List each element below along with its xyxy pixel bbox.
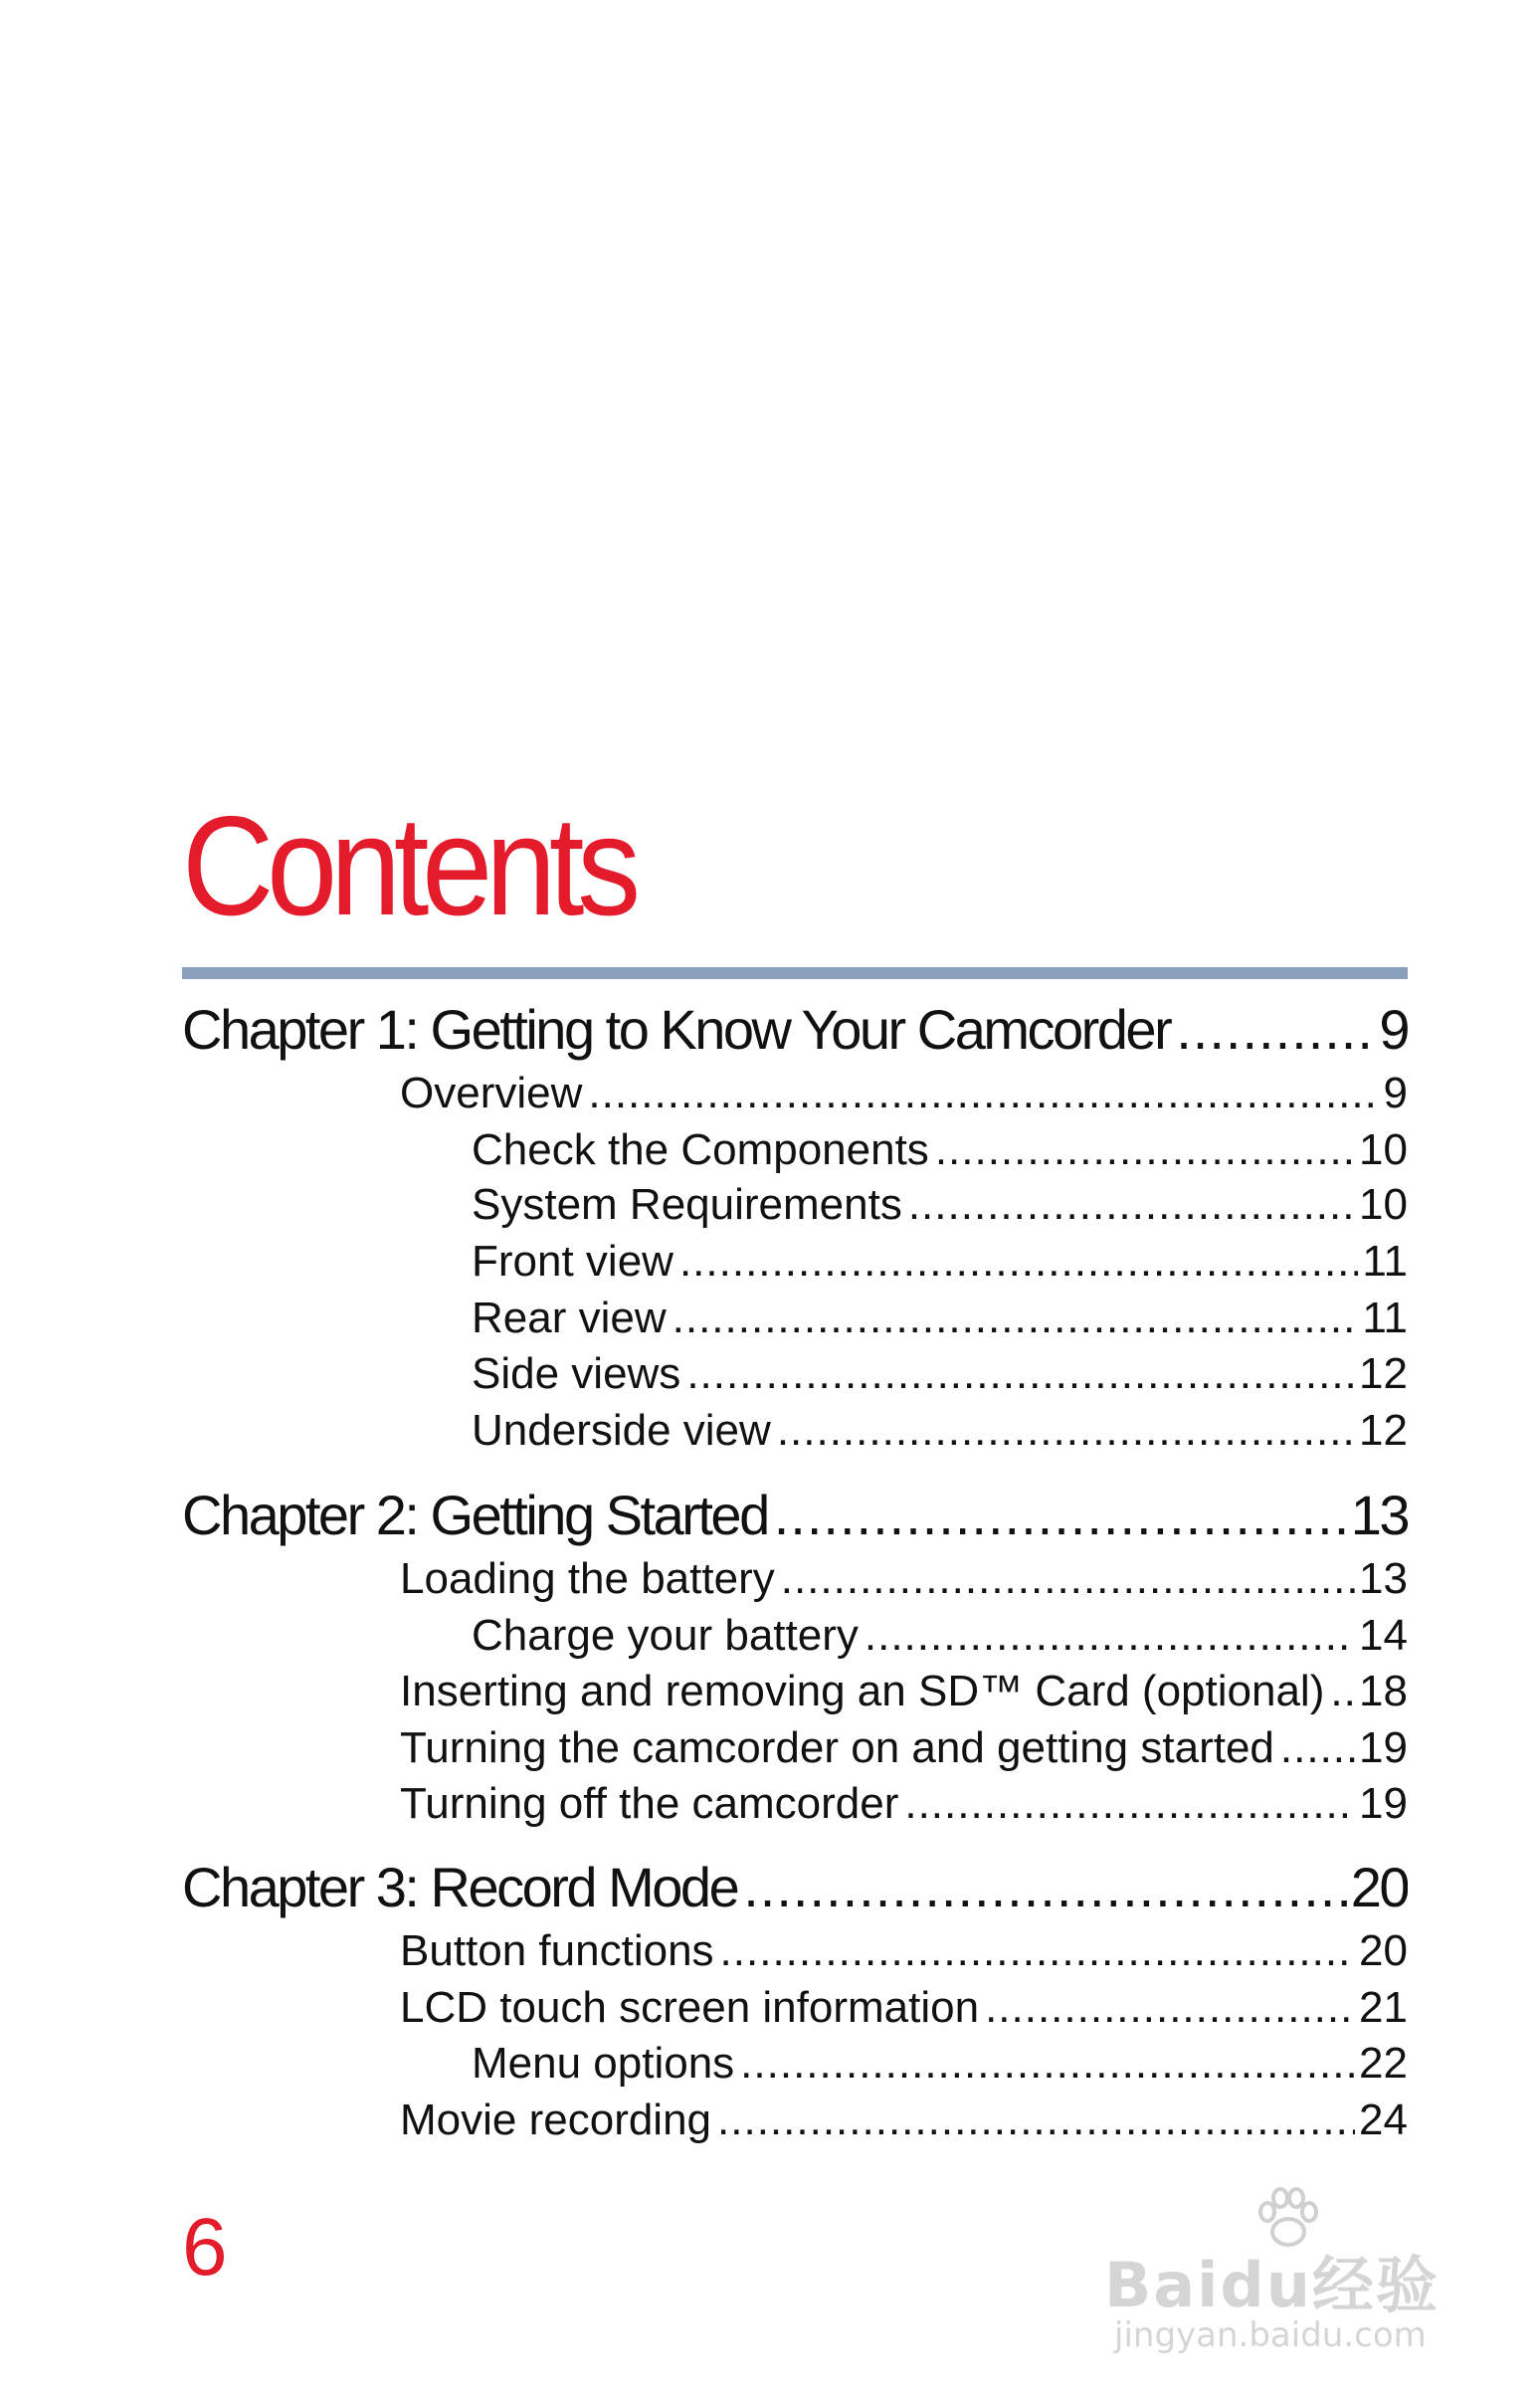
dot-leader: [1330, 1667, 1355, 1716]
toc-entry[interactable]: [472, 1349, 1408, 1399]
dot-leader: [1176, 997, 1375, 1062]
dot-leader: [743, 1855, 1346, 1919]
toc-entry-label: Overview: [400, 1069, 583, 1117]
toc-entry[interactable]: [472, 2039, 1408, 2089]
toc-entry[interactable]: [472, 1406, 1408, 1456]
toc-entry[interactable]: [400, 1779, 1408, 1829]
toc-entry-page: 20: [1350, 1856, 1408, 1918]
toc-entry-page: 13: [1350, 1484, 1408, 1546]
watermark-url: jingyan.baidu.com: [1114, 2315, 1427, 2355]
toc-entry-page: 11: [1362, 1294, 1408, 1342]
toc-entry-label: Charge your battery: [472, 1611, 859, 1660]
toc-entry-page: 21: [1359, 1983, 1408, 2032]
title-divider: [182, 967, 1408, 979]
watermark-brand: Baidu经验: [1104, 2249, 1440, 2321]
dot-leader: [777, 1406, 1355, 1456]
toc-entry-label: Chapter 3: Record Mode: [182, 1856, 738, 1918]
toc-entry-page: 19: [1359, 1779, 1408, 1828]
dot-leader: [720, 1926, 1356, 1976]
dot-leader: [679, 1237, 1358, 1287]
toc-entry-page: 12: [1359, 1406, 1408, 1455]
toc-entry[interactable]: [472, 1611, 1408, 1661]
toc-entry-label: Inserting and removing an SD™ Card (optional): [400, 1667, 1325, 1715]
dot-leader: [588, 1069, 1379, 1118]
toc-entry-page: 20: [1359, 1926, 1408, 1975]
toc-entry-page: 24: [1359, 2096, 1408, 2144]
toc-entry-label: Menu options: [472, 2039, 735, 2088]
toc-entry-page: 10: [1359, 1180, 1408, 1229]
toc-entry-label: Button functions: [400, 1926, 714, 1975]
toc-entry-page: 19: [1359, 1723, 1408, 1772]
dot-leader: [908, 1180, 1355, 1230]
dot-leader: [717, 2096, 1355, 2145]
toc-entry-page: 9: [1383, 1069, 1408, 1117]
toc-entry[interactable]: [400, 1069, 1408, 1118]
toc-entry-page: 22: [1359, 2039, 1408, 2088]
toc-entry[interactable]: [400, 2096, 1408, 2145]
toc-entry-page: 11: [1362, 1237, 1408, 1286]
toc-entry[interactable]: [400, 1983, 1408, 2033]
dot-leader: [740, 2039, 1355, 2089]
toc-entry-label: Side views: [472, 1349, 681, 1398]
dot-leader: [985, 1983, 1355, 2033]
dot-leader: [865, 1611, 1355, 1661]
toc-entry-label: Underside view: [472, 1406, 771, 1455]
toc-entry[interactable]: [472, 1180, 1408, 1230]
toc-entry-page: 14: [1359, 1611, 1408, 1660]
toc-entry-label: Loading the battery: [400, 1554, 775, 1603]
toc-entry-page: 18: [1359, 1667, 1408, 1715]
toc-entry-label: Turning the camcorder on and getting started: [400, 1723, 1274, 1772]
dot-leader: [935, 1125, 1355, 1175]
toc-entry[interactable]: [400, 1554, 1408, 1604]
dot-leader: [1280, 1723, 1355, 1773]
dot-leader: [686, 1349, 1355, 1399]
toc-entry-page: 12: [1359, 1349, 1408, 1398]
toc-entry[interactable]: [472, 1125, 1408, 1175]
toc-entry[interactable]: [400, 1926, 1408, 1976]
baidu-watermark: [1104, 2184, 1462, 2363]
toc-entry[interactable]: [472, 1237, 1408, 1287]
toc-entry[interactable]: [400, 1667, 1408, 1716]
toc-entry-page: 9: [1379, 998, 1408, 1061]
dot-leader: [774, 1483, 1347, 1547]
toc-entry-label: Check the Components: [472, 1125, 929, 1174]
dot-leader: [904, 1779, 1355, 1829]
page-number: 6: [182, 2202, 228, 2293]
toc-entry-label: LCD touch screen information: [400, 1983, 980, 2032]
toc-entry-page: 13: [1359, 1554, 1408, 1603]
toc-entry-page: 10: [1359, 1125, 1408, 1174]
toc-entry-label: System Requirements: [472, 1180, 902, 1229]
dot-leader: [781, 1554, 1355, 1604]
toc-entry-label: Turning off the camcorder: [400, 1779, 899, 1828]
toc-entry-label: Rear view: [472, 1294, 667, 1342]
toc-entry[interactable]: [182, 1483, 1408, 1547]
toc-entry[interactable]: [472, 1294, 1408, 1343]
toc-entry-label: Chapter 1: Getting to Know Your Camcorder: [182, 998, 1171, 1061]
toc-entry[interactable]: [400, 1723, 1408, 1773]
toc-entry[interactable]: [182, 1855, 1408, 1919]
toc-entry-label: Chapter 2: Getting Started: [182, 1484, 768, 1546]
toc-entry-label: Movie recording: [400, 2096, 712, 2144]
toc-entry[interactable]: [182, 997, 1408, 1062]
toc-entry-label: Front view: [472, 1237, 674, 1286]
page-title: Contents: [182, 787, 634, 945]
dot-leader: [673, 1294, 1359, 1343]
